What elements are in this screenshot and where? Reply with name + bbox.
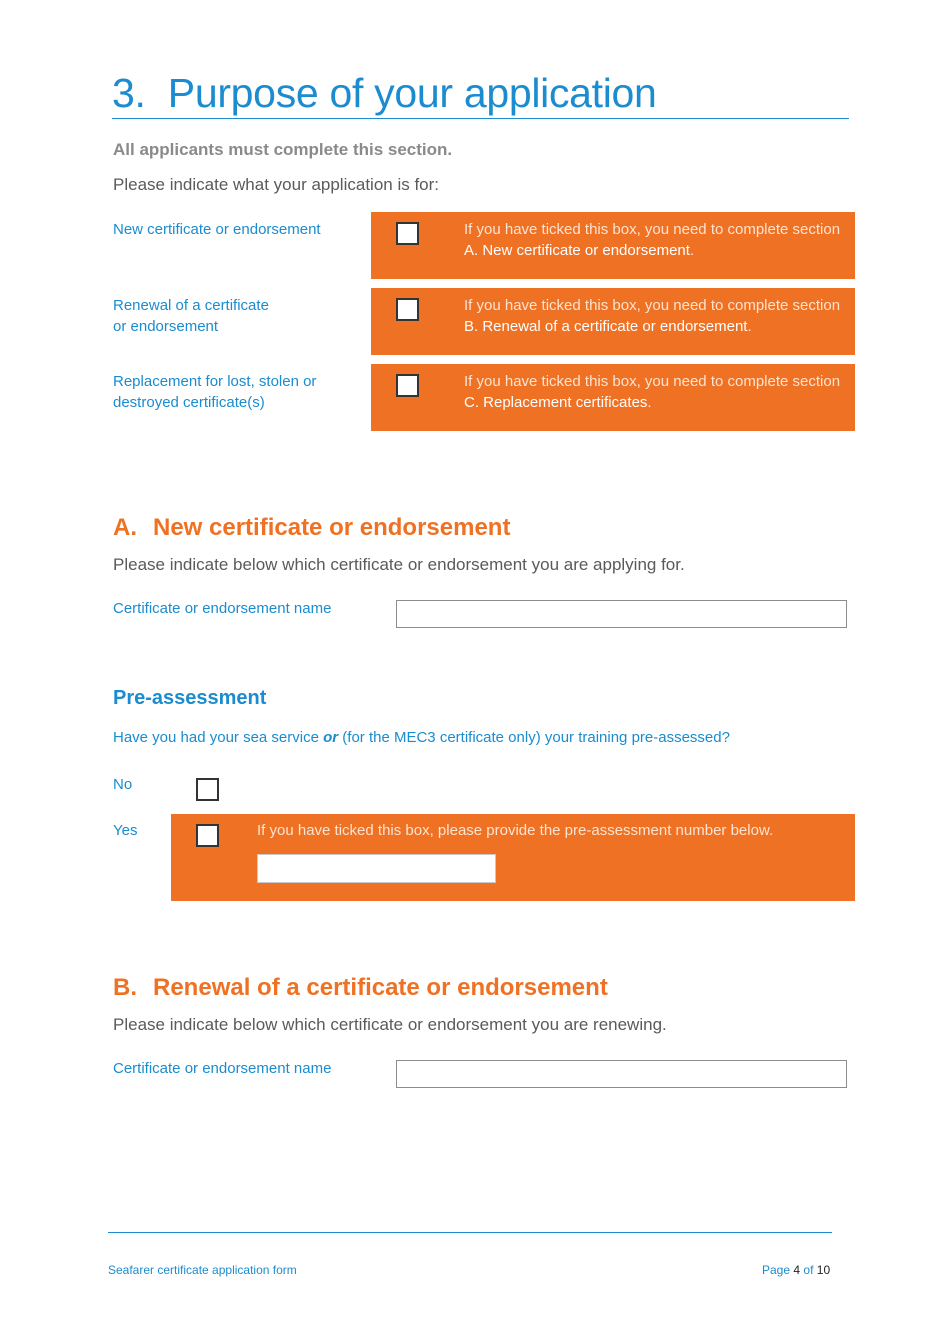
option-new-checkbox[interactable]: [396, 222, 419, 245]
pre-assessment-question: [113, 729, 730, 746]
no-checkbox[interactable]: [196, 778, 219, 801]
option-renewal-label-line2: or endorsement: [113, 318, 219, 335]
section-b-letter: B.: [113, 974, 137, 1001]
option-new-instruction: [464, 219, 849, 261]
question-part1: Have you had your sea service: [113, 729, 324, 746]
pre-assessment-number-input[interactable]: [257, 854, 496, 883]
option-replacement-label-line1: Replacement for lost, stolen or: [113, 373, 317, 390]
yes-box: [171, 814, 855, 901]
all-applicants-note: All applicants must complete this section.: [113, 140, 453, 159]
option-new-instruction-text: If you have ticked this box, you need to complete section: [464, 221, 841, 238]
section-b-intro: Please indicate below which certificate or endorsement you are renewing.: [113, 1015, 667, 1034]
section-a-title: New certificate or endorsement: [153, 514, 511, 541]
section-a-certificate-name-input[interactable]: [396, 600, 847, 628]
page-title: [112, 70, 657, 117]
option-renewal-instruction-text: If you have ticked this box, you need to complete section: [464, 297, 841, 314]
option-new-section-ref: A. New certificate or endorsement: [464, 242, 690, 259]
option-renewal-label-line1: Renewal of a certificate: [113, 297, 269, 314]
option-new-box: [371, 212, 855, 279]
option-replacement-instruction-text: If you have ticked this box, you need to complete section: [464, 373, 841, 390]
pre-assessment-heading: Pre-assessment: [113, 687, 267, 709]
no-label: No: [113, 776, 133, 793]
section-b-field-label: Certificate or endorsement name: [113, 1060, 332, 1077]
option-renewal-instruction: [464, 295, 849, 337]
option-renewal-label: [113, 295, 353, 337]
section-a-intro: Please indicate below which certificate or endorsement you are applying for.: [113, 555, 685, 574]
option-renewal-checkbox[interactable]: [396, 298, 419, 321]
section-b-heading: [113, 974, 608, 1002]
footer-divider: [108, 1232, 832, 1233]
section-a-heading: [113, 514, 510, 542]
option-replacement-section-ref: C. Replacement certificates: [464, 394, 648, 411]
option-replacement-label-line2: destroyed certificate(s): [113, 394, 265, 411]
footer-page-number: [762, 1263, 830, 1277]
question-or: or: [323, 729, 339, 746]
page-of: of: [803, 1263, 814, 1277]
option-renewal-section-ref: B. Renewal of a certificate or endorsement: [464, 318, 748, 335]
section-number: 3.: [112, 70, 146, 116]
page-total: 10: [816, 1263, 831, 1277]
option-renewal-box: [371, 288, 855, 355]
option-replacement-label: [113, 371, 353, 413]
yes-instruction: If you have ticked this box, please provide the pre-assessment number below.: [257, 822, 774, 839]
page-word: Page: [762, 1263, 791, 1277]
option-replacement-instruction: [464, 371, 849, 413]
section-b-certificate-name-input[interactable]: [396, 1060, 847, 1088]
option-replacement-checkbox[interactable]: [396, 374, 419, 397]
yes-label: Yes: [113, 822, 138, 839]
page-current: 4: [793, 1263, 801, 1277]
section-a-field-label: Certificate or endorsement name: [113, 600, 332, 617]
option-renewal-period: .: [747, 318, 752, 335]
option-replacement-period: .: [647, 394, 652, 411]
question-part2: (for the MEC3 certificate only) your training pre-assessed?: [338, 729, 730, 746]
footer-form-name: Seafarer certificate application form: [108, 1263, 297, 1277]
section-b-title: Renewal of a certificate or endorsement: [153, 974, 608, 1001]
purpose-instruction: Please indicate what your application is for:: [113, 175, 440, 194]
title-divider: [112, 118, 849, 119]
yes-checkbox[interactable]: [196, 824, 219, 847]
section-a-letter: A.: [113, 514, 137, 541]
option-replacement-box: [371, 364, 855, 431]
section-title: Purpose of your application: [167, 70, 657, 116]
option-new-period: .: [689, 242, 695, 259]
option-new-label: New certificate or endorsement: [113, 221, 321, 238]
